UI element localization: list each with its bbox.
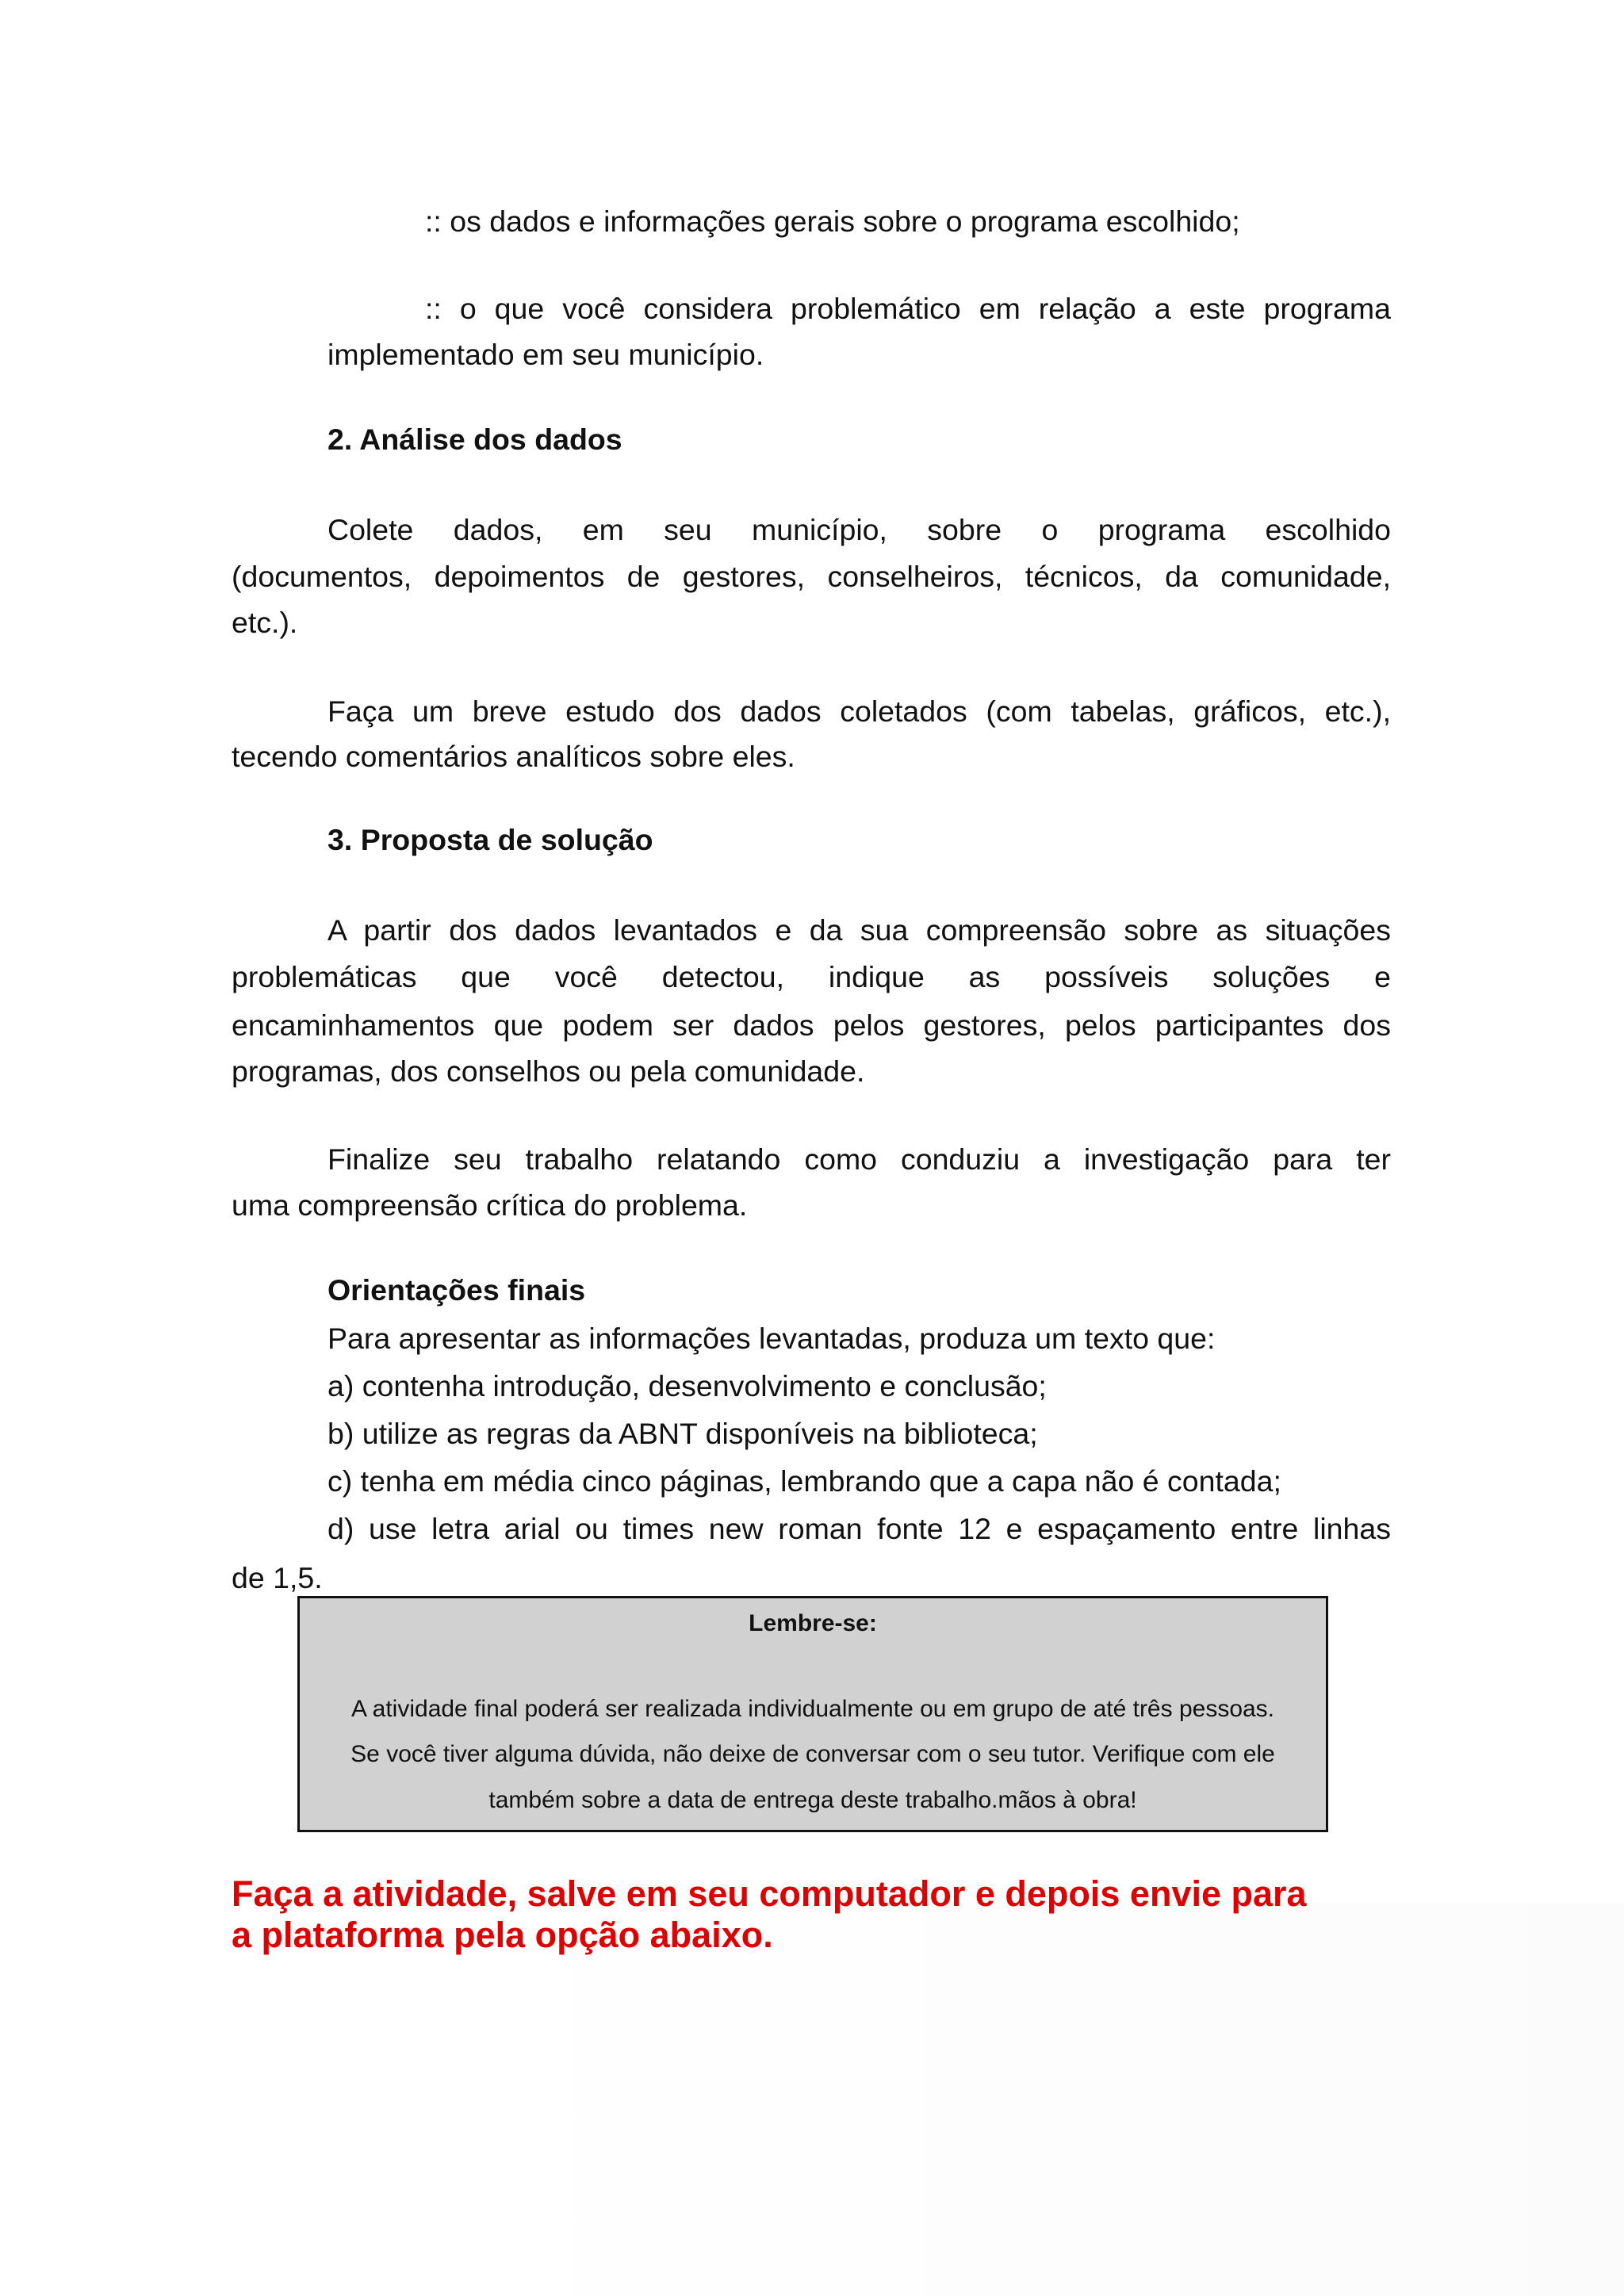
section-heading-orientacoes: Orientações finais [327,1273,586,1307]
orientacoes-item-a: a) contenha introdução, desenvolvimento e conclusão; [327,1369,1047,1402]
section-heading-proposta: 3. Proposta de solução [327,823,653,856]
paragraph-faca-line-1: Faça um breve estudo dos dados coletados (com tabelas, gráficos, etc.), [327,695,1391,728]
list-item-problematico: :: o que você considera problemático em relação a este programa [425,292,1391,325]
orientacoes-item-d-cont: de 1,5. [232,1561,323,1594]
paragraph-partir-line-1: A partir dos dados levantados e da sua compreensão sobre as situações [327,913,1391,947]
call-to-action-line-2: a plataforma pela opção abaixo. [232,1915,773,1955]
paragraph-partir-line-2: problemáticas que você detectou, indique as possíveis soluções e [232,960,1391,993]
call-to-action-line-1: Faça a atividade, salve em seu computador e depois envie para [232,1873,1307,1914]
paragraph-partir-line-3: encaminhamentos que podem ser dados pelos gestores, pelos participantes dos [232,1008,1391,1042]
reminder-line-1: A atividade final poderá ser realizada individualmente ou em grupo de até três pessoas. [350,1696,1275,1722]
paragraph-partir-line-4: programas, dos conselhos ou pela comunidade. [232,1054,865,1088]
paragraph-colete-line-2: (documentos, depoimentos de gestores, conselheiros, técnicos, da comunidade, [232,560,1391,593]
orientacoes-item-b: b) utilize as regras da ABNT disponíveis na biblioteca; [327,1417,1038,1450]
section-heading-analise: 2. Análise dos dados [327,423,622,456]
paragraph-finalize-line-2: uma compreensão crítica do problema. [232,1188,748,1222]
orientacoes-intro: Para apresentar as informações levantadas, produza um texto que: [327,1322,1216,1355]
paragraph-faca-line-2: tecendo comentários analíticos sobre eles. [232,740,795,773]
paragraph-colete-line-1: Colete dados, em seu município, sobre o programa escolhido [327,513,1391,546]
reminder-box [297,1596,1328,1832]
list-item-problematico-cont: implementado em seu município. [327,338,764,371]
reminder-line-3: também sobre a data de entrega deste trabalho.mãos à obra! [488,1787,1137,1813]
paragraph-finalize-line-1: Finalize seu trabalho relatando como conduziu a investigação para ter [327,1142,1391,1176]
page-shadow [452,1903,1624,2296]
reminder-line-2: Se você tiver alguma dúvida, não deixe de conversar com o seu tutor. Verifique com ele [350,1741,1275,1767]
reminder-title: Lembre-se: [749,1610,877,1636]
orientacoes-item-c: c) tenha em média cinco páginas, lembrando que a capa não é contada; [327,1464,1281,1498]
orientacoes-item-d: d) use letra arial ou times new roman fonte 12 e espaçamento entre linhas [327,1512,1391,1545]
paragraph-colete-line-3: etc.). [232,606,298,639]
list-item-dados-gerais: :: os dados e informações gerais sobre o programa escolhido; [425,205,1240,238]
